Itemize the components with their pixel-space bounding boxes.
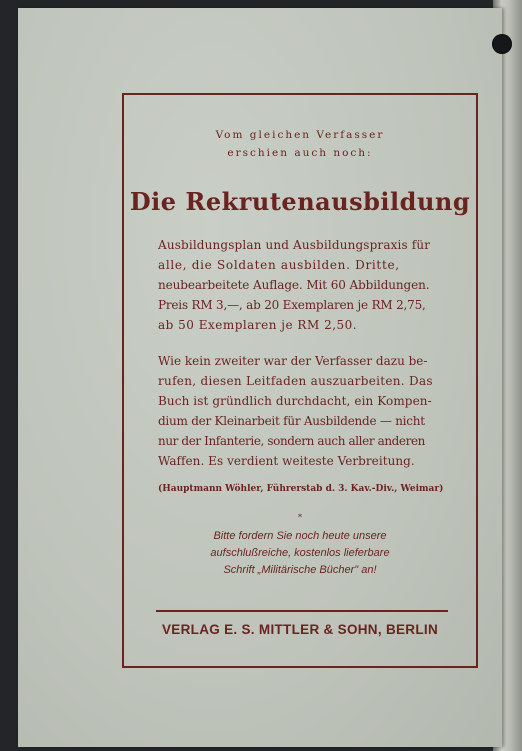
publisher-line: VERLAG E. S. MITTLER & SOHN, BERLIN — [161, 622, 438, 637]
punch-hole — [492, 34, 512, 54]
divider-rule — [156, 610, 448, 612]
header-line-1: Vom gleichen Verfasser — [215, 129, 385, 141]
note-line: aufschlußreiche, kostenlos lieferbare — [210, 547, 390, 559]
note-line: Bitte fordern Sie noch heute unsere — [213, 530, 387, 542]
description-line: alle, die Soldaten ausbilden. Dritte, — [158, 258, 400, 272]
star-ornament: * — [298, 513, 302, 522]
reviewer-attribution: (Hauptmann Wöhler, Führerstab d. 3. Kav.-Div., Weimar) — [158, 484, 444, 494]
review-line: Wie kein zweiter war der Verfasser dazu be- — [158, 354, 428, 368]
book-back-cover — [18, 8, 502, 747]
description-line: Ausbildungsplan und Ausbildungspraxis für — [158, 238, 431, 252]
description-line: Preis RM 3,—, ab 20 Exemplaren je RM 2,75, — [158, 298, 426, 312]
book-title: Die Rekrutenausbildung — [129, 187, 471, 216]
review-line: dium der Kleinarbeit für Ausbildende — nicht — [158, 414, 425, 428]
review-line: Waffen. Es verdient weiteste Verbreitung. — [158, 454, 415, 468]
header-line-2: erschien auch noch: — [227, 147, 373, 159]
review-line: Buch ist gründlich durchdacht, ein Kompen- — [158, 394, 432, 408]
description-line: neubearbeitete Auflage. Mit 60 Abbildungen. — [158, 278, 430, 292]
advertisement-frame — [122, 93, 478, 668]
description-line: ab 50 Exemplaren je RM 2,50. — [158, 318, 358, 332]
review-line: rufen, diesen Leitfaden auszuarbeiten. Das — [158, 374, 433, 388]
note-line: Schrift „Militärische Bücher" an! — [223, 564, 377, 576]
review-line: nur der Infanterie, sondern auch aller anderen — [158, 434, 425, 448]
